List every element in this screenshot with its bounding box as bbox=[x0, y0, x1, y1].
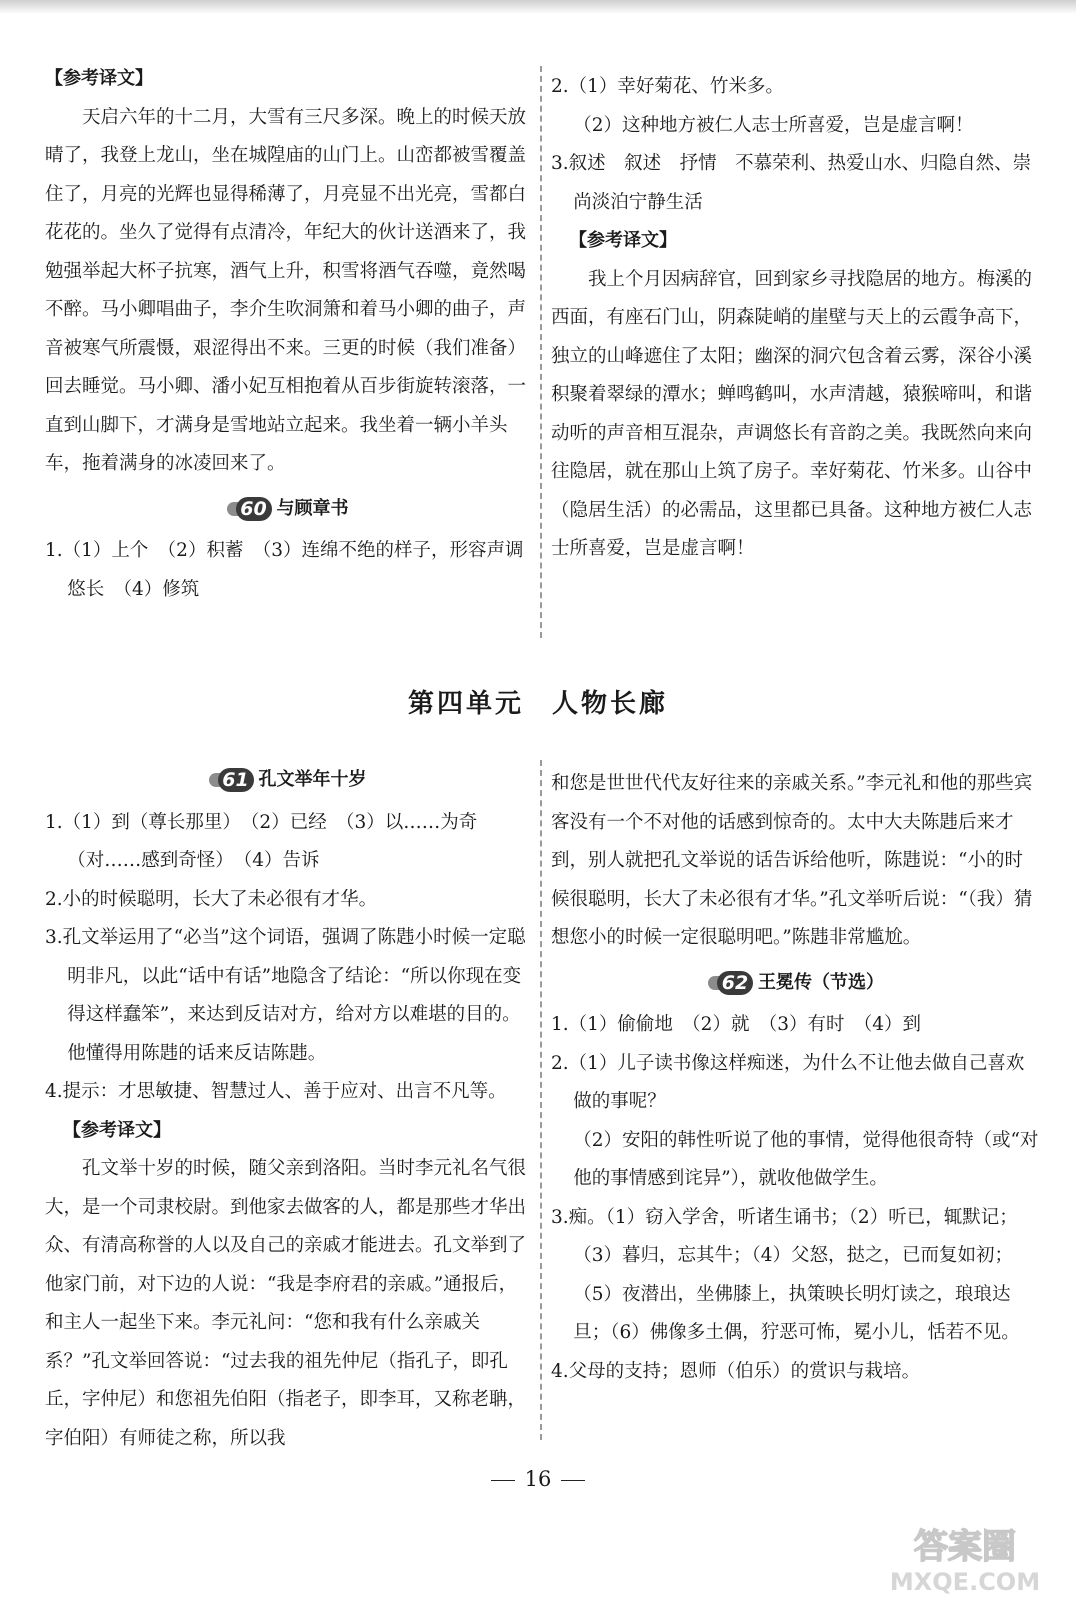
watermark-logo bbox=[870, 1520, 1060, 1596]
answer-item: 1.（1）上个 （2）积蓄 （3）连绵不绝的样子，形容声调悠长 （4）修筑 bbox=[45, 540, 524, 600]
lesson-title: 与顾章书 bbox=[276, 497, 349, 519]
svg-text:答案圈: 答案圈 bbox=[914, 1527, 1016, 1567]
svg-text:MXQE.COM: MXQE.COM bbox=[889, 1568, 1041, 1596]
lesson-number-badge: 60 bbox=[227, 497, 273, 521]
answer-item: 4.提示：才思敏捷、智慧过人、善于应对、出言不凡等。 bbox=[45, 1081, 507, 1102]
unit-title bbox=[0, 683, 1076, 720]
reference-translation-heading: 【参考译文】 bbox=[45, 68, 153, 89]
reference-translation-heading: 【参考译文】 bbox=[63, 1119, 171, 1141]
translation-paragraph: 我上个月因病辞官，回到家乡寻找隐居的地方。梅溪的西面，有座石门山，阴森陡峭的崖壁与天上的云霞争高下，独立的山峰遮住了太阳；幽深的洞穴包含着云雾，深谷小溪积聚着翠绿的潭水；蝉鸣鹤叫，水声清越，猿猴啼叫，和谐动听的声音相互混杂，声调悠长有音韵之美。我既然向来向往隐居，就在那山上筑了房子。幸好菊花、竹米多。山谷中（隐居生活）的必需品，这里都已具备。这种地方被仁人志士所喜爱，岂是虚言啊！ bbox=[551, 268, 1033, 559]
answer-item: 2.小的时候聪明，长大了未必很有才华。 bbox=[45, 888, 378, 910]
lesson-60-heading bbox=[45, 490, 530, 529]
translation-paragraph: 天启六年的十二月，大雪有三尺多深。晚上的时候天放晴了，我登上龙山，坐在城隍庙的山门上。山峦都被雪覆盖住了，月亮的光辉也显得稀薄了，月亮显不出光亮，雪都白花花的。坐久了觉得有点清冷，年纪大的伙计送酒来了，我勉强举起大杯子抗寒，酒气上升，积雪将酒气吞噬，竟然喝不醉。马小卿唱曲子，李介生吹洞箫和着马小卿的曲子，声音被寒气所震慑，艰涩得出不来。三更的时候（我们准备）回去睡觉。马小卿、潘小妃互相抱着从百步街旋转滚落，一直到山脚下，才满身是雪地站立起来。我坐着一辆小羊头车，拖着满身的冰凌回来了。 bbox=[45, 106, 527, 474]
lower-right-column bbox=[551, 765, 1041, 1391]
translation-paragraph: 孔文举十岁的时候，随父亲到洛阳。当时李元礼名气很大，是一个司隶校尉。到他家去做客的人，都是那些才华出众、有清高称誉的人以及自己的亲戚才能进去。孔文举到了他家门前，对下边的人说：“我是李府君的亲戚。”通报后，和主人一起坐下来。李元礼问：“您和我有什么亲戚关系？”孔文举回答说：“过去我的祖先仲尼（指孔子，即孔丘，字仲尼）和您祖先伯阳（指老子，即李耳，又称老聃，字伯阳）有师徒之称，所以我 bbox=[45, 1158, 527, 1449]
answer-item: 2.（1）幸好菊花、竹米多。 bbox=[551, 76, 784, 97]
answer-item: 1.（1）偷偷地 （2）就 （3）有时 （4）到 bbox=[551, 1014, 921, 1035]
lesson-title: 孔文举年十岁 bbox=[258, 769, 367, 790]
upper-right-column bbox=[551, 68, 1041, 569]
column-divider-lower bbox=[540, 760, 542, 1440]
lesson-title: 王冕传（节选） bbox=[758, 971, 884, 993]
answer-item: （2）安阳的韩性听说了他的事情，觉得他很奇特（或“对他的事情感到诧异”），就收他做学生。 bbox=[573, 1129, 1039, 1189]
upper-left-column bbox=[45, 60, 530, 609]
lesson-number-badge: 62 bbox=[708, 971, 754, 995]
answer-item: 4.父母的支持；恩师（伯乐）的赏识与栽培。 bbox=[551, 1360, 921, 1382]
unit-name: 人物长廊 bbox=[552, 689, 669, 719]
column-divider-upper bbox=[540, 66, 542, 638]
answer-item: （2）这种地方被仁人志士所喜爱，岂是虚言啊！ bbox=[573, 114, 974, 136]
reference-translation-heading: 【参考译文】 bbox=[569, 230, 677, 251]
translation-paragraph-continued: 和您是世世代代友好往来的亲戚关系。”李元礼和他的那些宾客没有一个不对他的话感到惊奇的。太中大夫陈韪后来才到，别人就把孔文举说的话告诉给他听，陈韪说：“小的时候很聪明，长大了未必很有才华。”孔文举听后说：“（我）猜想您小的时候一定很聪明吧。”陈韪非常尴尬。 bbox=[551, 773, 1033, 948]
page-number: 16 bbox=[0, 1467, 1076, 1491]
answer-item: 1.（1）到（尊长那里） （2）已经 （3）以……为奇（对……感到奇怪） （4）告诉 bbox=[45, 811, 478, 871]
answer-item: 3.孔文举运用了“必当”这个词语，强调了陈韪小时候一定聪明非凡，以此“话中有话”地隐含了结论：“所以你现在变得这样蠢笨”，来达到反诘对方，给对方以难堪的目的。他懂得用陈韪的话来反诘陈韪。 bbox=[45, 927, 526, 1064]
lesson-61-heading bbox=[45, 761, 530, 800]
answer-item: 2.（1）儿子读书像这样痴迷，为什么不让他去做自己喜欢做的事呢？ bbox=[551, 1052, 1025, 1112]
lesson-62-heading bbox=[551, 964, 1041, 1003]
answer-item: 3.叙述 叙述 抒情 不慕荣利、热爱山水、归隐自然、崇尚淡泊宁静生活 bbox=[551, 153, 1032, 213]
answer-item: 3.痴。（1）窃入学舍，听诸生诵书；（2）听已，辄默记；（3）暮归，忘其牛；（4）父怒，挞之，已而复如初；（5）夜潜出，坐佛膝上，执策映长明灯读之，琅琅达旦；（6）佛像多土偶，狞恶可怖，冕小儿，恬若不见。 bbox=[551, 1206, 1020, 1343]
lower-left-column bbox=[45, 755, 530, 1458]
unit-number: 第四单元 bbox=[407, 689, 524, 719]
scan-shadow bbox=[0, 0, 1076, 14]
lesson-number-badge: 61 bbox=[209, 768, 255, 792]
